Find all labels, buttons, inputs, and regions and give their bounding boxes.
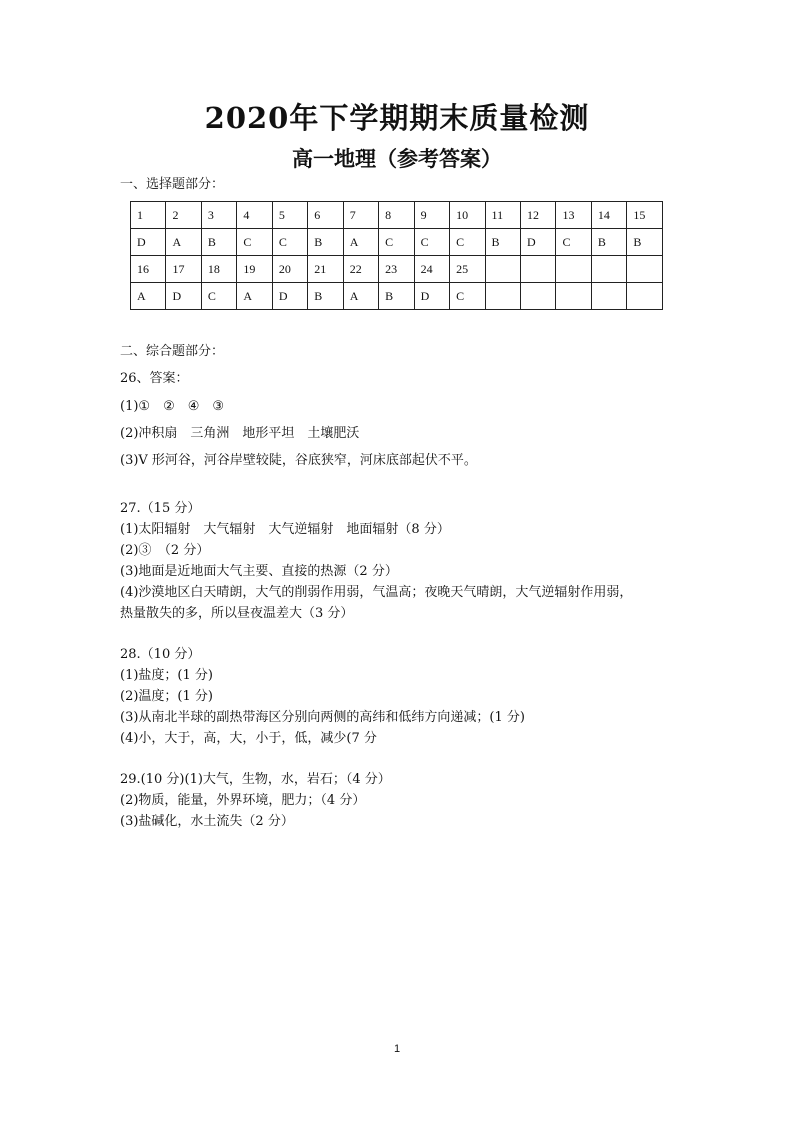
q26-line: (2)冲积扇 三角洲 地形平坦 土壤肥沃: [120, 426, 360, 441]
q26-title: 26、答案：: [120, 371, 189, 386]
answer-table-cell: C: [201, 283, 236, 310]
answer-table-cell: D: [272, 283, 307, 310]
q28-line: (3)从南北半球的副热带海区分别向两侧的高纬和低纬方向递减；(1 分): [120, 710, 525, 725]
q27-line: (4)沙漠地区白天晴朗，大气的削弱作用弱，气温高；夜晚天气晴朗，大气逆辐射作用弱，: [120, 585, 633, 600]
answer-table-row: [131, 283, 663, 310]
answer-table-cell: [485, 283, 520, 310]
answer-table-cell: D: [166, 283, 201, 310]
answer-table-cell: 12: [520, 202, 555, 229]
answer-table-cell: 15: [627, 202, 663, 229]
answer-table-cell: 2: [166, 202, 201, 229]
composite-section-heading: 二、综合题部分：: [120, 344, 225, 359]
answer-table-cell: 3: [201, 202, 236, 229]
answer-table-cell: 14: [591, 202, 626, 229]
choice-section-heading: 一、选择题部分：: [120, 177, 225, 192]
answer-table-cell: [520, 283, 555, 310]
answer-table-cell: C: [237, 229, 272, 256]
answer-table-cell: C: [272, 229, 307, 256]
answer-table-cell: 21: [308, 256, 343, 283]
answer-table-cell: B: [591, 229, 626, 256]
answer-table-cell: [627, 256, 663, 283]
answer-table-cell: 20: [272, 256, 307, 283]
answer-table-row: [131, 202, 663, 229]
answer-table-cell: [627, 283, 663, 310]
q27-title: 27.（15 分）: [120, 501, 201, 516]
q27-line: 热量散失的多，所以昼夜温差大（3 分）: [120, 606, 354, 621]
answer-table-cell: 25: [450, 256, 485, 283]
q26-line: (1)① ② ④ ③: [120, 399, 225, 414]
answer-table-cell: 11: [485, 202, 520, 229]
answer-table-cell: 17: [166, 256, 201, 283]
answer-table-cell: [520, 256, 555, 283]
page-subtitle: 高一地理（参考答案）: [292, 146, 502, 171]
answer-table-cell: B: [308, 283, 343, 310]
answer-table-cell: C: [556, 229, 591, 256]
answer-table-cell: 22: [343, 256, 378, 283]
answer-table-cell: D: [131, 229, 166, 256]
answer-table-cell: 8: [379, 202, 414, 229]
answer-table-cell: 18: [201, 256, 236, 283]
q29-line: (3)盐碱化，水土流失（2 分）: [120, 814, 294, 829]
q29-line: (2)物质，能量，外界环境，肥力；（4 分）: [120, 793, 366, 808]
answer-table-cell: 4: [237, 202, 272, 229]
answer-table-cell: A: [237, 283, 272, 310]
answer-table-cell: B: [485, 229, 520, 256]
page-title: 2020年下学期期末质量检测: [204, 101, 590, 135]
q28-title: 28.（10 分）: [120, 647, 201, 662]
q28-line: (2)温度；(1 分): [120, 689, 213, 704]
answer-table-cell: B: [379, 283, 414, 310]
page-number: 1: [393, 1043, 401, 1055]
answer-table-cell: D: [414, 283, 449, 310]
answer-table-cell: 23: [379, 256, 414, 283]
answer-table-cell: B: [627, 229, 663, 256]
answer-table-cell: 1: [131, 202, 166, 229]
answer-table-cell: [556, 283, 591, 310]
q29-line: 29.(10 分)(1)大气，生物，水，岩石；（4 分）: [120, 772, 391, 787]
answer-table-cell: B: [308, 229, 343, 256]
answer-table-row: [131, 256, 663, 283]
q27-line: (2)③ （2 分）: [120, 543, 210, 558]
answer-table-cell: 5: [272, 202, 307, 229]
q26-line: (3)V 形河谷，河谷岸壁较陡，谷底狭窄，河床底部起伏不平。: [120, 453, 477, 468]
answer-table-cell: 7: [343, 202, 378, 229]
q27-line: (1)太阳辐射 大气辐射 大气逆辐射 地面辐射（8 分）: [120, 522, 450, 537]
answer-table-cell: [556, 256, 591, 283]
answer-table: [130, 201, 663, 310]
answer-table-cell: A: [131, 283, 166, 310]
answer-table-cell: C: [414, 229, 449, 256]
answer-table-cell: B: [201, 229, 236, 256]
answer-table-cell: 6: [308, 202, 343, 229]
q28-line: (4)小，大于，高，大，小于，低，减少(7 分: [120, 731, 377, 746]
q27-line: (3)地面是近地面大气主要、直接的热源（2 分）: [120, 564, 398, 579]
q28-line: (1)盐度；(1 分): [120, 668, 213, 683]
answer-table-cell: A: [166, 229, 201, 256]
answer-table-cell: C: [450, 283, 485, 310]
answer-table-cell: A: [343, 229, 378, 256]
answer-table-cell: 16: [131, 256, 166, 283]
answer-table-cell: 19: [237, 256, 272, 283]
answer-table-cell: 24: [414, 256, 449, 283]
answer-table-cell: 10: [450, 202, 485, 229]
answer-table-cell: D: [520, 229, 555, 256]
answer-table-cell: C: [379, 229, 414, 256]
answer-table-cell: [485, 256, 520, 283]
answer-table-cell: 9: [414, 202, 449, 229]
answer-table-cell: C: [450, 229, 485, 256]
answer-table-cell: [591, 256, 626, 283]
answer-table-row: [131, 229, 663, 256]
answer-table-cell: A: [343, 283, 378, 310]
answer-table-cell: [591, 283, 626, 310]
answer-table-cell: 13: [556, 202, 591, 229]
